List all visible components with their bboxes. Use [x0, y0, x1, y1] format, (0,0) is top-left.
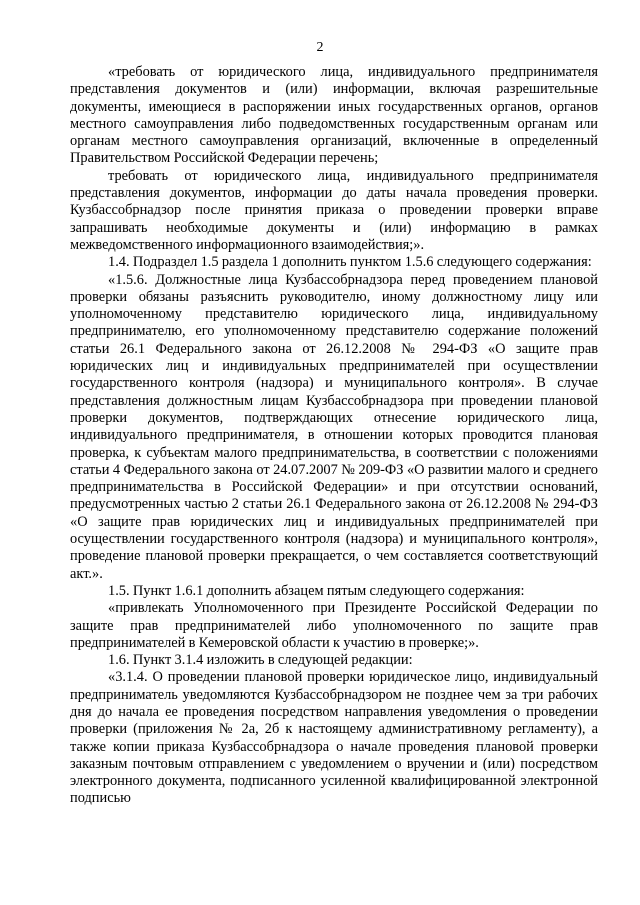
- paragraph-1: «требовать от юридического лица, индивидуального предпринимателя представления документов и (или) информации, включая разрешительные документы, имеющиеся в распоряжении иных государственных органов, органов местного самоуправления либо подведомственных государственным органам или органам местного самоуправления организаций, включенные в определенный Правительством Российской Федерации перечень;: [70, 64, 598, 167]
- paragraph-5: 1.5. Пункт 1.6.1 дополнить абзацем пятым следующего содержания:: [108, 582, 525, 599]
- paragraph-4: «1.5.6. Должностные лица Кузбассобрнадзора перед проведением плановой проверки обязаны разъяснить руководителю, иному должностному лицу или уполномоченному представителю юридического лица, индивидуальному предпринимателю, его уполномоченному представителю содержание положений статьи 26.1 Федерального закона от 26.12.2008 № 294-ФЗ «О защите прав юридических лиц и индивидуальных предпринимателей при осуществлении государственного контроля (надзора) и муниципального контроля». В случае представления должностным лицам Кузбассобрнадзора при проведении плановой проверки документов, подтверждающих отнесение юридического лица, индивидуального предпринимателя, в отношении которых проводится плановая проверка, к субъектам малого предпринимательства, в соответствии с положениями статьи 4 Федерального закона от 24.07.2007 № 209-ФЗ «О развитии малого и среднего предпринимательства в Российской Федерации» и при отсутствии оснований, предусмотренных частью 2 статьи 26.1 Федерального закона от 26.12.2008 № 294-ФЗ «О защите прав юридических лиц и индивидуальных предпринимателей при осуществлении государственного контроля (надзора) и муниципального контроля», проведение плановой проверки прекращается, о чем составляется соответствующий акт.».: [70, 271, 598, 582]
- paragraph-3: 1.4. Подраздел 1.5 раздела 1 дополнить пунктом 1.5.6 следующего содержания:: [108, 254, 592, 271]
- document-body: [70, 64, 598, 808]
- page-number: 2: [316, 40, 324, 55]
- paragraph-8: «3.1.4. О проведении плановой проверки юридическое лицо, индивидуальный предприниматель уведомляются Кузбассобрнадзором не позднее чем за три рабочих дня до начала ее проведения посредством направления уведомления о проведении проверки (приложения № 2а, 2б к настоящему административному регламенту), а также копии приказа Кузбассобрнадзора о начале проведения плановой проверки заказным почтовым отправлением с уведомлением о вручении и (или) посредством электронного документа, подписанного усиленной квалифицированной электронной подписью: [70, 669, 598, 807]
- paragraph-2: требовать от юридического лица, индивидуального предпринимателя представления документов, информации до даты начала проведения проверки. Кузбассобрнадзор после принятия приказа о проведении проверки вправе запрашивать необходимые документы и (или) информацию в рамках межведомственного информационного взаимодействия;».: [70, 167, 598, 253]
- paragraph-6: «привлекать Уполномоченного при Президенте Российской Федерации по защите прав предпринимателей либо уполномоченного по защите прав предпринимателей в Кемеровской области к участию в проверке;».: [70, 600, 598, 651]
- paragraph-7: 1.6. Пункт 3.1.4 изложить в следующей редакции:: [108, 652, 413, 669]
